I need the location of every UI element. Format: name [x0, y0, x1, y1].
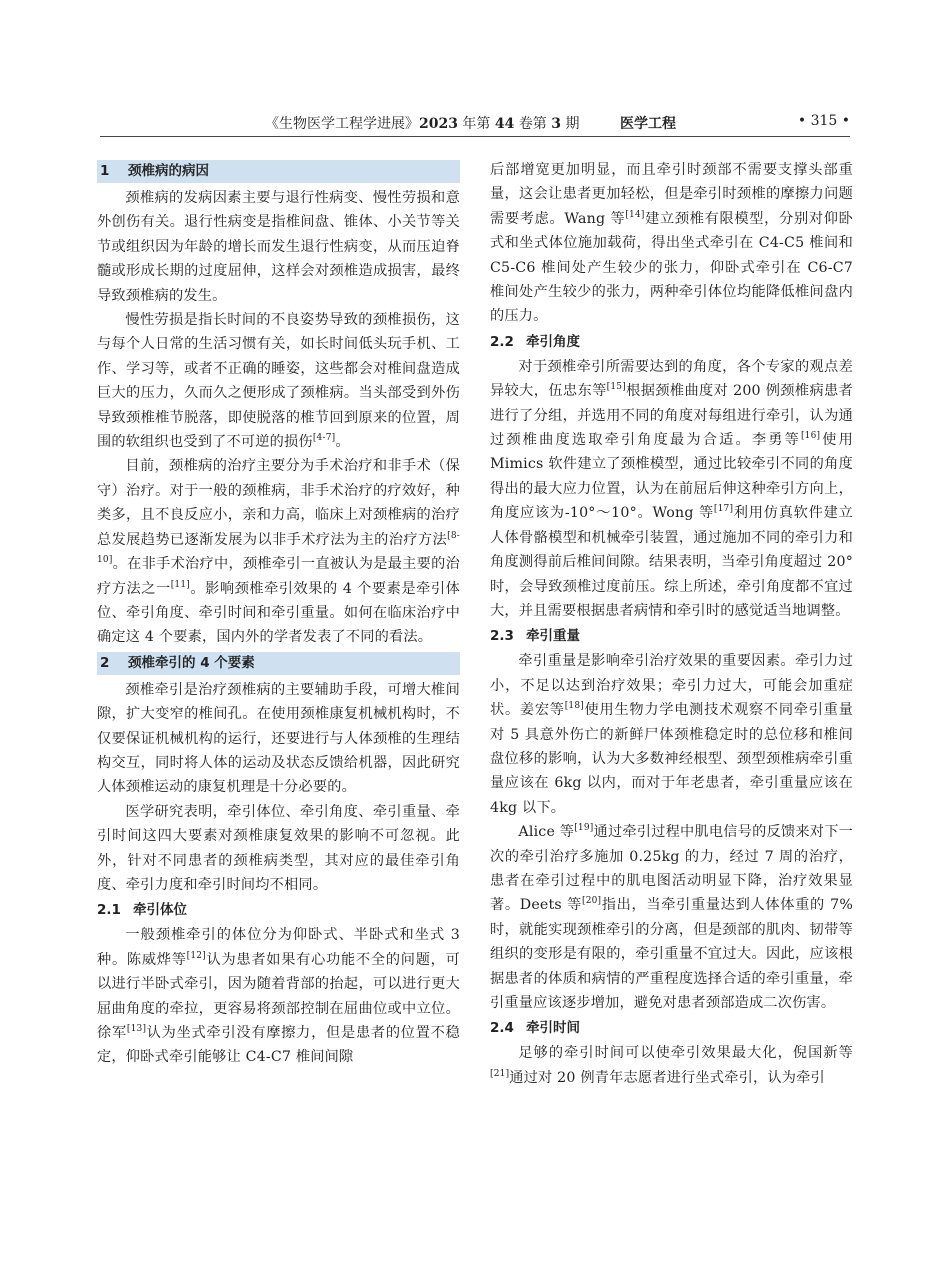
paragraph: Alice 等[19]通过牵引过程中肌电信号的反馈来对下一次的牵引治疗多施加 0.25kg 的力，经过 7 周的治疗，患者在牵引过程中的肌电图活动明显下降，治疗效果显著。Deets 等[20]指出，当牵引重量达到人体体重的 7%时，就能实现颈椎牵引的分离，但是颈部的肌肉、韧带等组织的变形是有限的，牵引重量不宜过大。因此，应该根据患者的体质和病情的严重程度选择合适的牵引重量，牵引重量应该逐步增加，避免对患者颈部造成二次伤害。 [490, 823, 853, 1011]
right-column [490, 158, 853, 1090]
section-heading-1: 1 颈椎病的病因 [97, 160, 460, 183]
paragraph: 颈椎牵引是治疗颈椎病的主要辅助手段，可增大椎间隙，扩大变窄的椎间孔。在使用颈椎康复机械机构时，不仅要保证机械机构的运行，还要进行与人体颈椎的生理结构交互，同时将人体的运动及状态反馈给机器，因此研究人体颈椎运动的康复机理是十分必要的。 [97, 681, 460, 796]
paragraph: 足够的牵引时间可以使牵引效果最大化，倪国新等[21]通过对 20 例青年志愿者进行坐式牵引，认为牵引 [490, 1045, 853, 1086]
citation-ref: [21] [490, 1068, 510, 1079]
citation-ref: [13] [126, 1024, 147, 1034]
citation-ref: [4-7] [312, 433, 336, 444]
subsection-heading-2-2: 2.2 牵引角度 [490, 333, 580, 350]
citation-ref: [12] [186, 950, 206, 961]
citation-ref: [15] [606, 382, 626, 393]
paragraph: 慢性劳损是指长时间的不良姿势导致的颈椎损伤，这与每个人日常的生活习惯有关，如长时间低头玩手机、工作、学习等，或者不正确的睡姿，这些都会对椎间盘造成巨大的压力，久而久之便形成了颈椎病。当头部受到外伤导致颈椎椎节脱落，即使脱落的椎节回到原来的位置，周围的软组织也受到了不可逆的损伤[4-7]。 [97, 312, 460, 451]
paragraph: 目前，颈椎病的治疗主要分为手术治疗和非手术（保守）治疗。对于一般的颈椎病，非手术治疗的疗效好，种类多，且不良反应小，亲和力高，临床上对颈椎病的治疗总发展趋势已逐渐发展为以非手术疗法为主的治疗方法[8-10]。在非手术治疗中，颈椎牵引一直被认为是最主要的治疗方法之一[11]。影响颈椎牵引效果的 4 个要素是牵引体位、牵引角度、牵引时间和牵引重量。如何在临床治疗中确定这 4 个要素，国内外的学者发表了不同的看法。 [97, 458, 460, 646]
paragraph: 牵引重量是影响牵引治疗效果的重要因素。牵引力过小，不足以达到治疗效果；牵引力过大，可能会加重症状。姜宏等[18]使用生物力学电测技术观察不同牵引重量对 5 具意外伤亡的新鲜尸体颈椎稳定时的总位移和椎间盘位移的影响，认为大多数神经根型、颈型颈椎病牵引重量应该在 6kg 以内，而对于年老患者，牵引重量应该在 4kg 以下。 [490, 653, 853, 816]
section-label: 医学工程 [620, 116, 676, 132]
citation-ref: [17] [713, 504, 734, 515]
left-column [97, 158, 460, 1070]
citation-ref: [11] [170, 579, 190, 590]
citation-ref: [16] [800, 431, 821, 442]
subsection-heading-2-1: 2.1 牵引体位 [97, 902, 187, 919]
section-heading-2: 2 颈椎牵引的 4 个要素 [97, 652, 460, 675]
paragraph: 医学研究表明，牵引体位、牵引角度、牵引重量、牵引时间这四大要素对颈椎康复效果的影响不可忽视。此外，针对不同患者的颈椎病类型，其对应的最佳牵引角度、牵引力度和牵引时间均不相同。 [97, 803, 460, 893]
running-header [100, 110, 850, 137]
citation-ref: [8-10] [97, 530, 460, 566]
paragraph-continued: 后部增宽更加明显，而且牵引时颈部不需要支撑头部重量，这会让患者更加轻松，但是牵引时颈椎的摩擦力问题需要考虑。Wang 等[14]建立颈椎有限模型，分别对仰卧式和坐式体位施加载荷，得出坐式牵引在 C4-C5 椎间和 C5-C6 椎间处产生较少的张力，仰卧式牵引在 C6-C7 椎间处产生较少的张力，两种牵引体位均能降低椎间盘内的压力。 [490, 162, 853, 325]
paragraph: 对于颈椎牵引所需要达到的角度，各个专家的观点差异较大，伍忠东等[15]根据颈椎曲度对 200 例颈椎病患者进行了分组，并选用不同的角度对每组进行牵引，认为通过颈椎曲度选取牵引角度最为合适。李勇等[16]使用 Mimics 软件建立了颈椎模型，通过比较牵引不同的角度得出的最大应力位置，认为在前屈后伸这种牵引方向上，角度应该为-10°～10°。Wong 等[17]利用仿真软件建立人体骨骼模型和机械牵引装置，通过施加不同的牵引力和角度测得前后椎间间隙。结果表明，当牵引角度超过 20°时，会导致颈椎过度前压。综上所述，牵引角度都不宜过大，并且需要根据患者病情和牵引时的感觉适当地调整。 [490, 358, 853, 619]
journal-citation: 《生物医学工程学进展》2023 年第 44 卷第 3 期 [265, 116, 580, 132]
citation-ref: [14] [625, 209, 645, 220]
citation-ref: [19] [574, 823, 594, 834]
subsection-heading-2-3: 2.3 牵引重量 [490, 628, 580, 645]
paragraph: 一般颈椎牵引的体位分为仰卧式、半卧式和坐式 3 种。陈威烨等[12]认为患者如果有心功能不全的问题，可以进行半卧式牵引，因为随着背部的抬起，可以进行更大屈曲角度的牵拉，更容易将颈部控制在屈曲位或中立位。徐军[13]认为坐式牵引没有摩擦力，但是患者的位置不稳定，仰卧式牵引能够让 C4-C7 椎间间隙 [97, 927, 461, 1066]
paragraph: 颈椎病的发病因素主要与退行性病变、慢性劳损和意外创伤有关。退行性病变是指椎间盘、锥体、小关节等关节或组织因为年龄的增长而发生退行性病变，从而压迫脊髓或形成长期的过度屈伸，这样会对颈椎造成损害，最终导致颈椎病的发生。 [97, 190, 460, 304]
subsection-heading-2-4: 2.4 牵引时间 [490, 1020, 580, 1037]
citation-ref: [18] [564, 701, 584, 712]
page-number: • 315 • [797, 113, 850, 129]
citation-ref: [20] [581, 896, 602, 907]
